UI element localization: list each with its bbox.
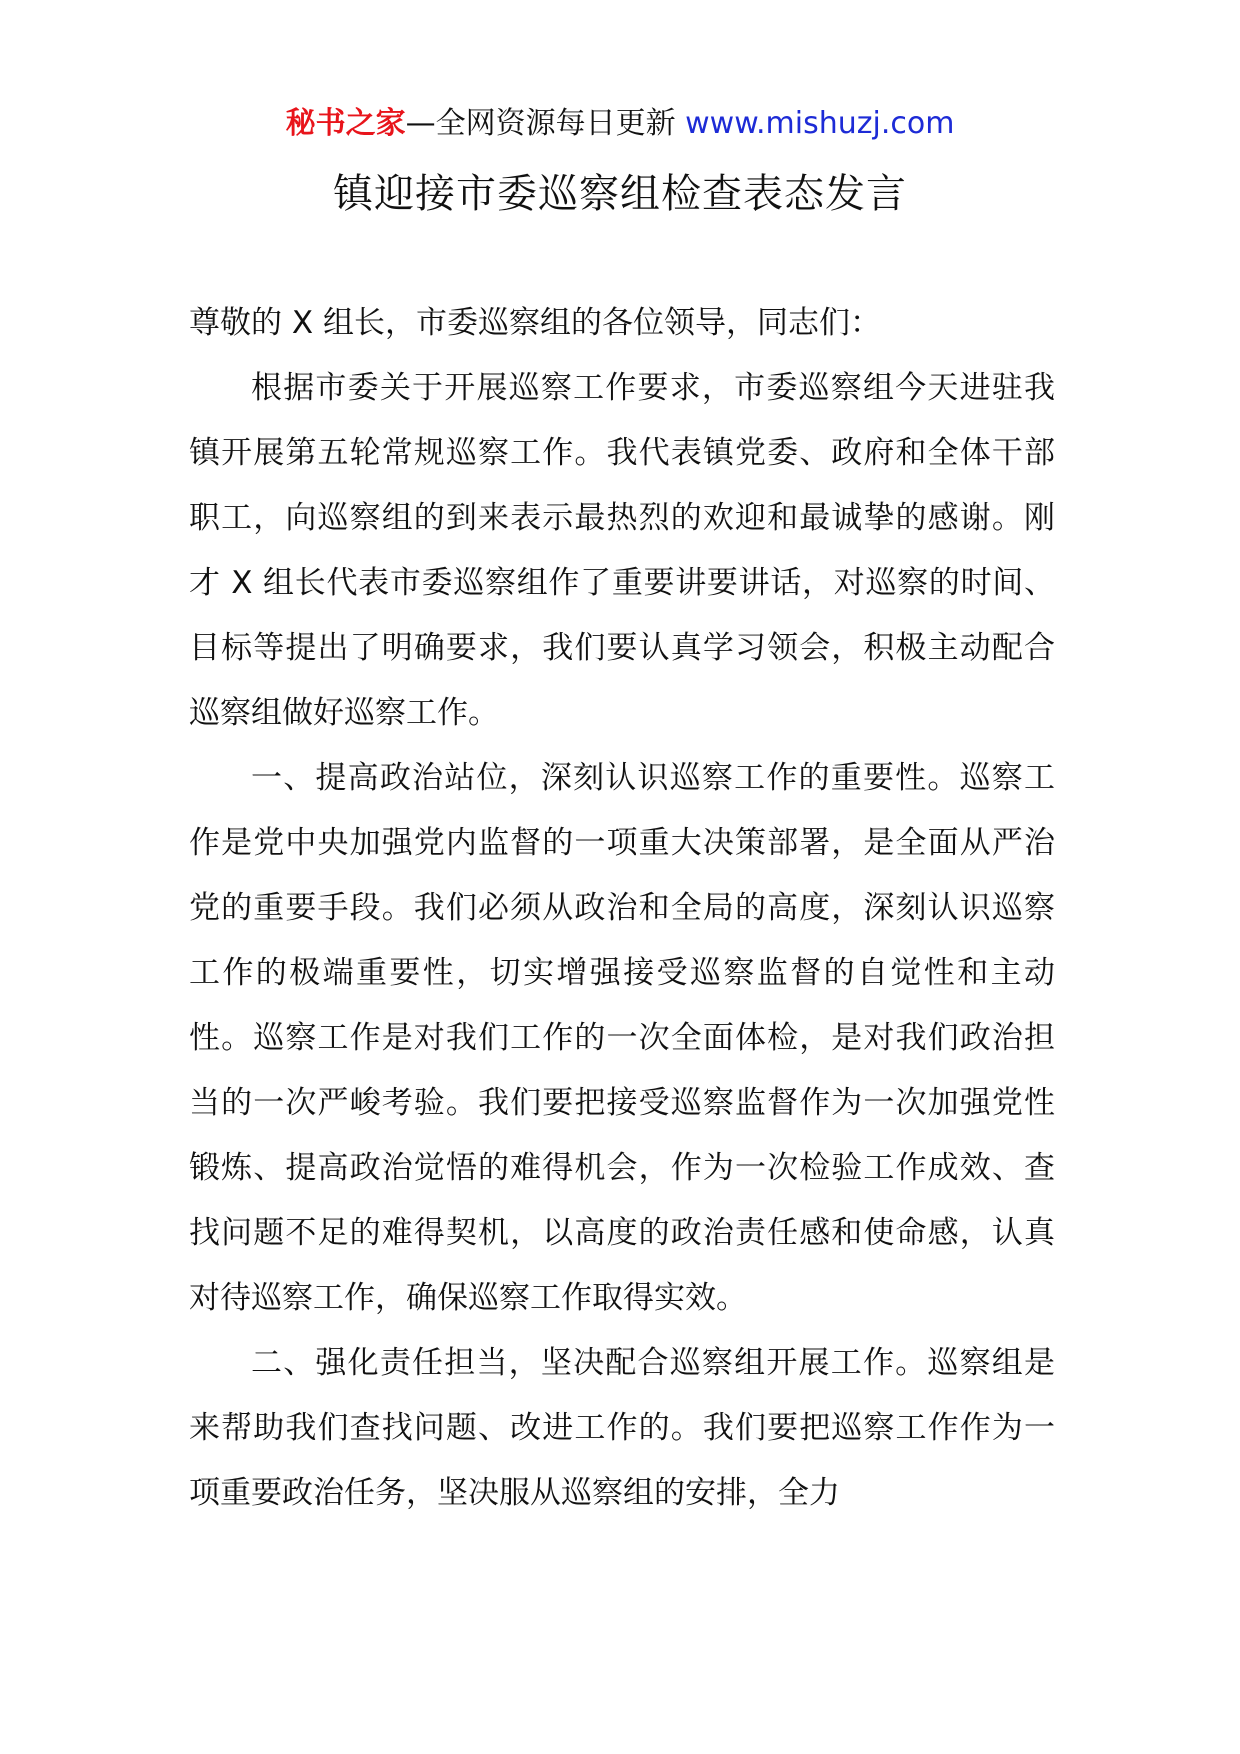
paragraph-section-two: 二、强化责任担当，坚决配合巡察组开展工作。巡察组是来帮助我们查找问题、改进工作的。我们要把巡察工作作为一项重要政治任务，坚决服从巡察组的安排，全力 <box>189 1345 1055 1511</box>
document-body <box>189 291 1055 1526</box>
paragraph-section-one: 一、提高政治站位，深刻认识巡察工作的重要性。巡察工作是党中央加强党内监督的一项重大决策部署，是全面从严治党的重要手段。我们必须从政治和全局的高度，深刻认识巡察工作的极端重要性，切实增强接受巡察监督的自觉性和主动性。巡察工作是对我们工作的一次全面体检，是对我们政治担当的一次严峻考验。我们要把接受巡察监督作为一次加强党性锻炼、提高政治觉悟的难得机会，作为一次检验工作成效、查找问题不足的难得契机，以高度的政治责任感和使命感，认真对待巡察工作，确保巡察工作取得实效。 <box>189 760 1055 1316</box>
site-slogan: —全网资源每日更新 <box>405 106 686 141</box>
site-brand: 秘书之家 <box>285 106 406 141</box>
salutation: 尊敬的 X 组长，市委巡察组的各位领导，同志们： <box>189 305 881 341</box>
site-header <box>0 102 1240 146</box>
paragraph-intro: 根据市委关于开展巡察工作要求，市委巡察组今天进驻我镇开展第五轮常规巡察工作。我代表镇党委、政府和全体干部职工，向巡察组的到来表示最热烈的欢迎和最诚挚的感谢。刚才 X 组长代表市委巡察组作了重要讲要讲话，对巡察的时间、目标等提出了明确要求，我们要认真学习领会，积极主动配合巡察组做好巡察工作。 <box>189 370 1055 731</box>
document-title: 镇迎接市委巡察组检查表态发言 <box>333 171 907 217</box>
site-url-link[interactable]: www.mishuzj.com <box>685 106 955 141</box>
